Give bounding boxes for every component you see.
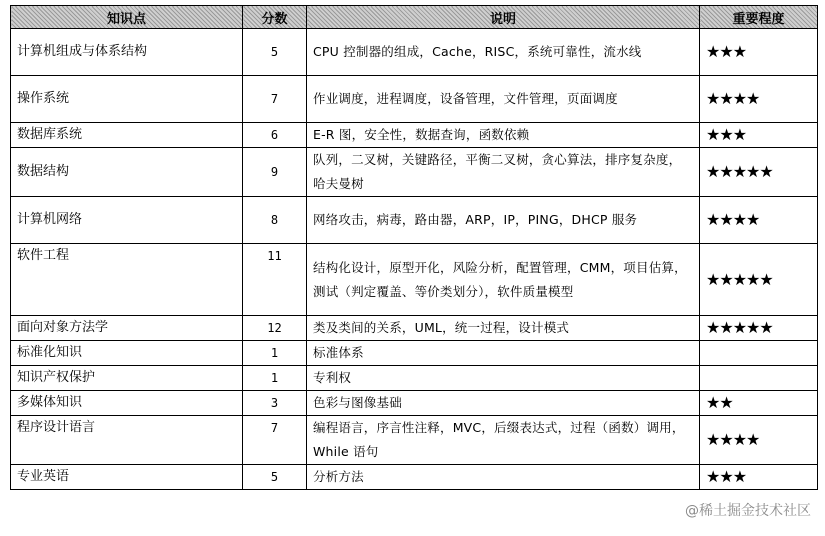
description-cell: 编程语言，序言性注释，MVC，后缀表达式，过程（函数）调用，While 语句 <box>307 416 700 465</box>
header-score: 分数 <box>243 6 307 29</box>
table-header-row <box>11 6 818 29</box>
knowledge-points-table <box>10 5 818 490</box>
table-row <box>11 465 818 490</box>
table-row <box>11 29 818 76</box>
importance-stars: ★★★ <box>700 465 818 490</box>
header-importance: 重要程度 <box>700 6 818 29</box>
description-cell: 网络攻击，病毒，路由器，ARP，IP，PING，DHCP 服务 <box>307 197 700 244</box>
topic-cell: 操作系统 <box>11 76 243 123</box>
score-cell: 11 <box>243 244 307 316</box>
importance-stars: ★★★★★ <box>700 244 818 316</box>
knowledge-table-container <box>10 5 817 490</box>
table-row <box>11 391 818 416</box>
score-cell: 1 <box>243 366 307 391</box>
score-cell: 5 <box>243 465 307 490</box>
topic-cell: 标准化知识 <box>11 341 243 366</box>
topic-cell: 面向对象方法学 <box>11 316 243 341</box>
importance-stars: ★★★★ <box>700 416 818 465</box>
score-cell: 3 <box>243 391 307 416</box>
importance-stars: ★★★ <box>700 29 818 76</box>
description-cell: 结构化设计，原型开化，风险分析，配置管理，CMM，项目估算，测试（判定覆盖、等价类划分），软件质量模型 <box>307 244 700 316</box>
topic-cell: 多媒体知识 <box>11 391 243 416</box>
importance-stars: ★★★★ <box>700 76 818 123</box>
score-cell: 1 <box>243 341 307 366</box>
table-row <box>11 197 818 244</box>
table-row <box>11 148 818 197</box>
table-row <box>11 416 818 465</box>
description-cell: 队列，二叉树，关键路径，平衡二叉树，贪心算法，排序复杂度，哈夫曼树 <box>307 148 700 197</box>
description-cell: 分析方法 <box>307 465 700 490</box>
topic-cell: 计算机网络 <box>11 197 243 244</box>
description-cell: 作业调度，进程调度，设备管理，文件管理，页面调度 <box>307 76 700 123</box>
topic-cell: 计算机组成与体系结构 <box>11 29 243 76</box>
importance-stars <box>700 341 818 366</box>
site-watermark: @稀土掘金技术社区 <box>683 500 813 520</box>
description-cell: 专利权 <box>307 366 700 391</box>
table-row <box>11 366 818 391</box>
score-cell: 5 <box>243 29 307 76</box>
topic-cell: 知识产权保护 <box>11 366 243 391</box>
importance-stars <box>700 366 818 391</box>
topic-cell: 数据库系统 <box>11 123 243 148</box>
score-cell: 7 <box>243 416 307 465</box>
importance-stars: ★★★★★ <box>700 148 818 197</box>
importance-stars: ★★★★ <box>700 197 818 244</box>
topic-cell: 专业英语 <box>11 465 243 490</box>
table-row <box>11 244 818 316</box>
description-cell: E-R 图，安全性，数据查询，函数依赖 <box>307 123 700 148</box>
table-row <box>11 341 818 366</box>
importance-stars: ★★★★★ <box>700 316 818 341</box>
description-cell: 色彩与图像基础 <box>307 391 700 416</box>
score-cell: 6 <box>243 123 307 148</box>
table-row <box>11 76 818 123</box>
importance-stars: ★★ <box>700 391 818 416</box>
score-cell: 9 <box>243 148 307 197</box>
description-cell: 标准体系 <box>307 341 700 366</box>
score-cell: 12 <box>243 316 307 341</box>
table-row <box>11 123 818 148</box>
topic-cell: 软件工程 <box>11 244 243 316</box>
topic-cell: 数据结构 <box>11 148 243 197</box>
header-description: 说明 <box>307 6 700 29</box>
table-row <box>11 316 818 341</box>
topic-cell: 程序设计语言 <box>11 416 243 465</box>
importance-stars: ★★★ <box>700 123 818 148</box>
description-cell: CPU 控制器的组成，Cache，RISC，系统可靠性，流水线 <box>307 29 700 76</box>
header-topic: 知识点 <box>11 6 243 29</box>
description-cell: 类及类间的关系，UML，统一过程，设计模式 <box>307 316 700 341</box>
score-cell: 7 <box>243 76 307 123</box>
score-cell: 8 <box>243 197 307 244</box>
